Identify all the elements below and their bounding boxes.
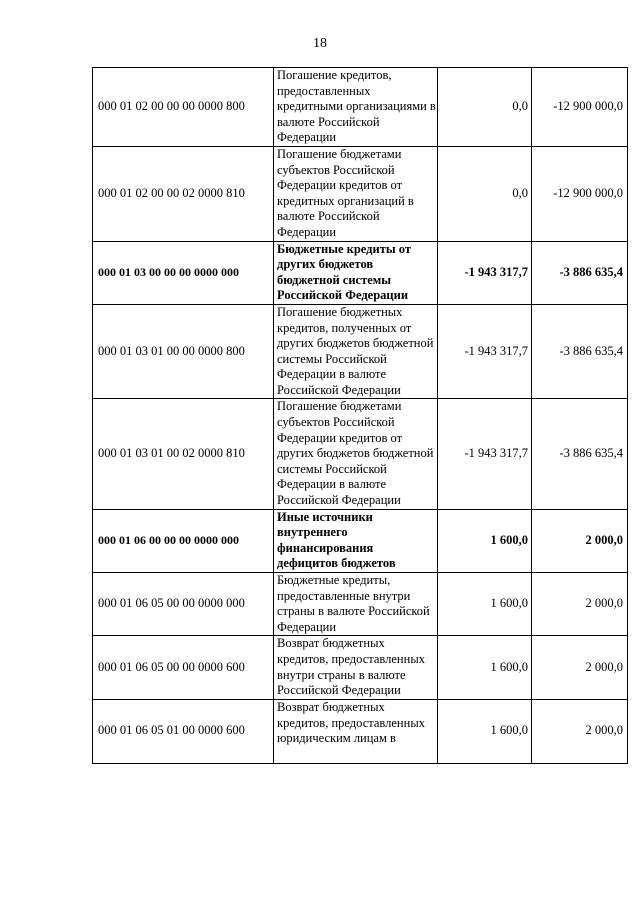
page-number: 18 [313, 36, 327, 51]
row-name: Погашение бюджетами субъектов Российской Федерации кредитов от других бюджетов бюджетной системы Российской Федерации в валюте Российской Федерации [274, 399, 438, 509]
row-value-2: -3 886 635,4 [532, 399, 628, 509]
row-value-2: 2 000,0 [532, 636, 628, 699]
row-value-1: -1 943 317,7 [438, 304, 532, 399]
row-value-1: 1 600,0 [438, 573, 532, 636]
row-value-1: 0,0 [438, 146, 532, 241]
row-name: Бюджетные кредиты от других бюджетов бюджетной системы Российской Федерации [274, 241, 438, 304]
row-code: 000 01 06 05 00 00 0000 000 [93, 573, 274, 636]
row-value-1: 1 600,0 [438, 509, 532, 572]
row-code: 000 01 03 01 00 02 0000 810 [93, 399, 274, 509]
row-name: Погашение бюджетами субъектов Российской Федерации кредитов от кредитных организаций в валюте Российской Федерации [274, 146, 438, 241]
table-row [93, 699, 628, 763]
table-row [93, 399, 628, 509]
row-code: 000 01 06 00 00 00 0000 000 [93, 509, 274, 572]
table-row [93, 146, 628, 241]
row-name: Погашение кредитов, предоставленных кредитными организациями в валюте Российской Федерации [274, 68, 438, 147]
row-code: 000 01 06 05 01 00 0000 600 [93, 699, 274, 763]
table-row [93, 573, 628, 636]
row-value-1: -1 943 317,7 [438, 241, 532, 304]
row-value-1: 1 600,0 [438, 636, 532, 699]
row-value-2: 2 000,0 [532, 573, 628, 636]
row-name: Погашение бюджетных кредитов, полученных от других бюджетов бюджетной системы Российской Федерации в валюте Российской Федерации [274, 304, 438, 399]
row-value-2: -3 886 635,4 [532, 241, 628, 304]
row-value-2: 2 000,0 [532, 509, 628, 572]
row-value-2: 2 000,0 [532, 699, 628, 763]
row-code: 000 01 02 00 00 00 0000 800 [93, 68, 274, 147]
budget-sources-table [92, 67, 628, 764]
table-row [93, 68, 628, 147]
table-row [93, 509, 628, 572]
table-row [93, 636, 628, 699]
row-code: 000 01 03 00 00 00 0000 000 [93, 241, 274, 304]
row-value-1: -1 943 317,7 [438, 399, 532, 509]
row-code: 000 01 02 00 00 02 0000 810 [93, 146, 274, 241]
row-name: Возврат бюджетных кредитов, предоставленных юридическим лицам в [277, 700, 425, 746]
table-row [93, 304, 628, 399]
row-name-cell [274, 699, 438, 763]
row-value-2: -12 900 000,0 [532, 68, 628, 147]
row-value-1: 0,0 [438, 68, 532, 147]
row-name: Иные источники внутреннего финансирования дефицитов бюджетов [274, 509, 438, 572]
table-row [93, 241, 628, 304]
row-value-1: 1 600,0 [438, 699, 532, 763]
row-name: Возврат бюджетных кредитов, предоставленных внутри страны в валюте Российской Федерации [274, 636, 438, 699]
row-code: 000 01 03 01 00 00 0000 800 [93, 304, 274, 399]
row-name: Бюджетные кредиты, предоставленные внутри страны в валюте Российской Федерации [274, 573, 438, 636]
row-value-2: -12 900 000,0 [532, 146, 628, 241]
row-code: 000 01 06 05 00 00 0000 600 [93, 636, 274, 699]
row-value-2: -3 886 635,4 [532, 304, 628, 399]
